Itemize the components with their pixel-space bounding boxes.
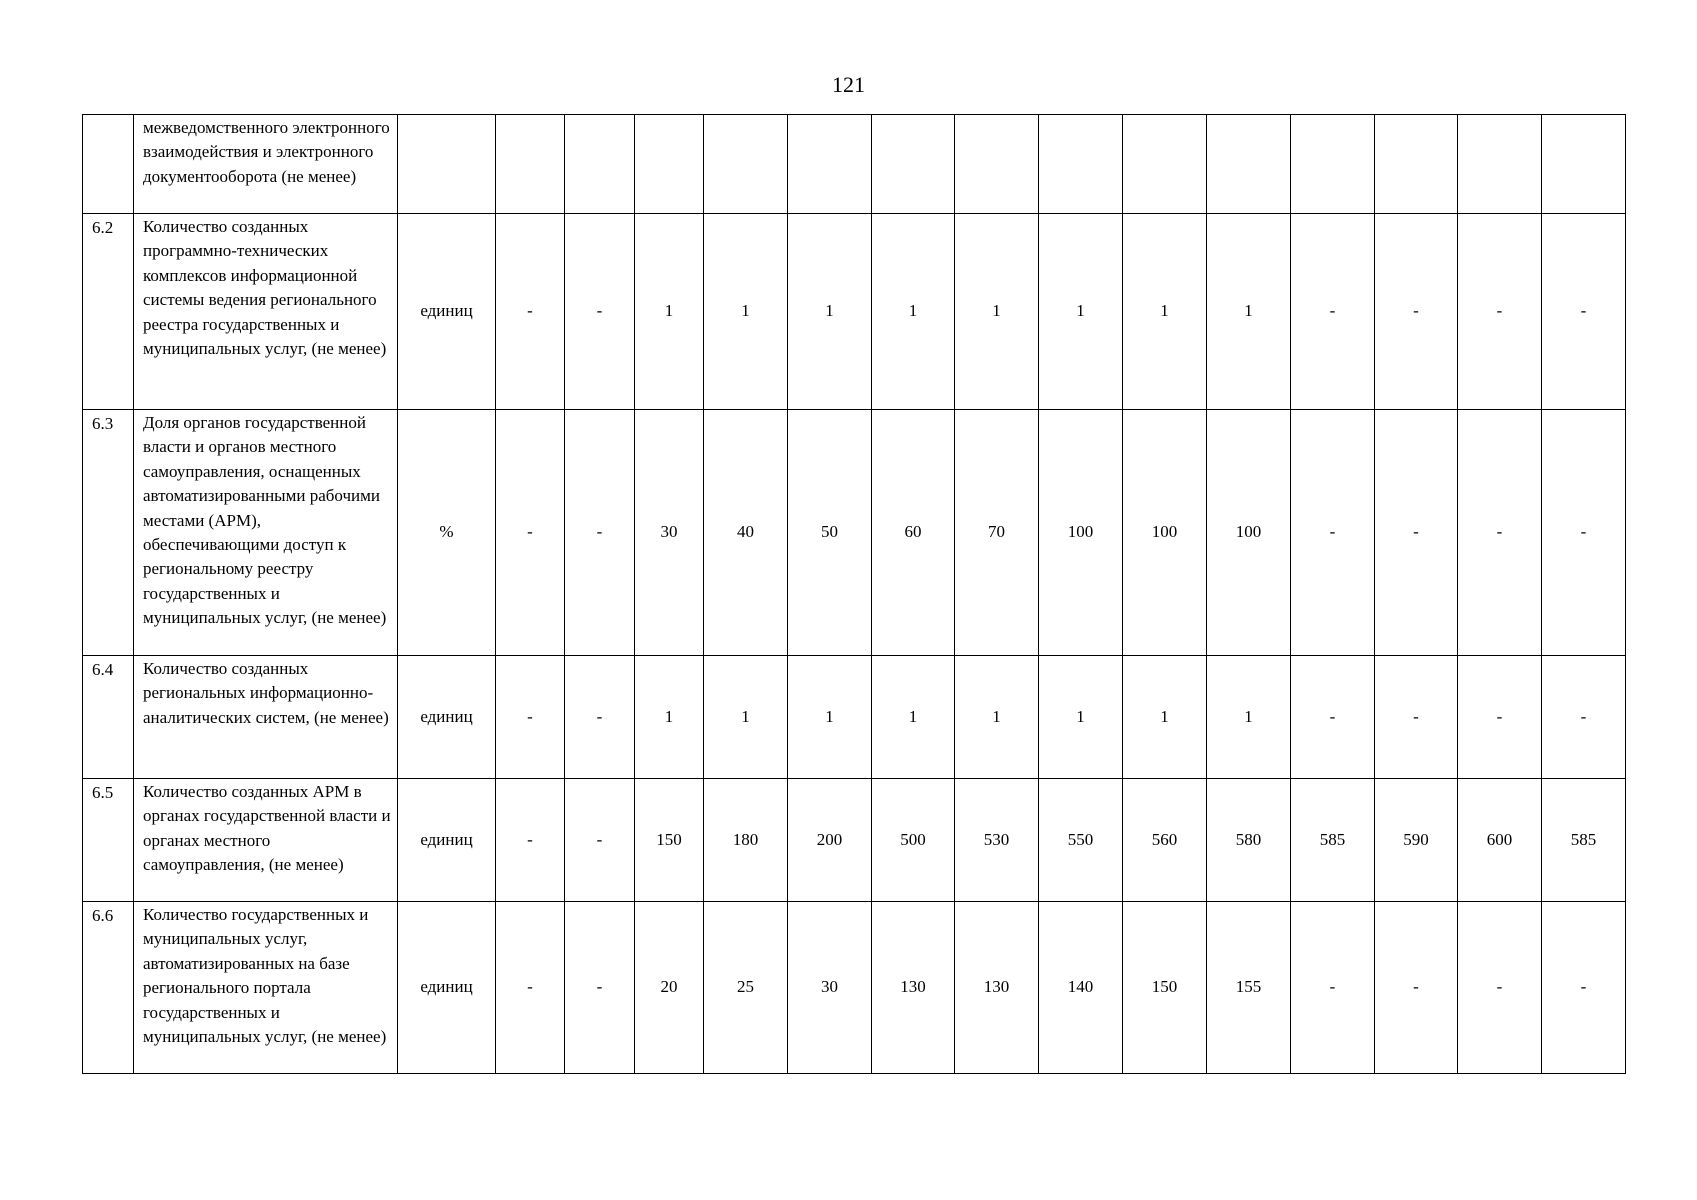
- value-cell: 150: [635, 779, 704, 902]
- value-cell: 60: [872, 410, 955, 656]
- value-cell: 600: [1458, 779, 1542, 902]
- unit-cell: единиц: [398, 214, 496, 410]
- value-cell: -: [1458, 656, 1542, 779]
- value-cell: 585: [1291, 779, 1375, 902]
- indicators-table: [82, 114, 1626, 1074]
- value-cell: 550: [1039, 779, 1123, 902]
- value-cell: 580: [1207, 779, 1291, 902]
- indicator-name-cell: Количество государственных и муниципальных услуг, автоматизированных на базе регионального портала государственных и муниципальных услуг, (не менее): [134, 902, 398, 1074]
- value-cell: 30: [788, 902, 872, 1074]
- page-number: 121: [832, 72, 865, 97]
- value-cell: -: [1375, 902, 1458, 1074]
- value-cell: 1: [872, 214, 955, 410]
- value-cell: 1: [788, 656, 872, 779]
- value-cell: -: [496, 410, 565, 656]
- indicator-name-cell: Количество созданных АРМ в органах государственной власти и органах местного самоуправления, (не менее): [134, 779, 398, 902]
- value-cell: 70: [955, 410, 1039, 656]
- value-cell: [1458, 115, 1542, 214]
- value-cell: 180: [704, 779, 788, 902]
- value-cell: 1: [704, 214, 788, 410]
- table-row: [83, 214, 1626, 410]
- value-cell: -: [1458, 410, 1542, 656]
- value-cell: -: [565, 779, 635, 902]
- value-cell: -: [1542, 656, 1626, 779]
- row-number-cell: 6.5: [83, 779, 134, 902]
- value-cell: -: [496, 214, 565, 410]
- row-number-cell: 6.3: [83, 410, 134, 656]
- value-cell: [788, 115, 872, 214]
- value-cell: -: [1291, 410, 1375, 656]
- value-cell: -: [1291, 656, 1375, 779]
- value-cell: 100: [1039, 410, 1123, 656]
- value-cell: 140: [1039, 902, 1123, 1074]
- indicator-name-cell: межведомственного электронного взаимодействия и электронного документооборота (не менее): [134, 115, 398, 214]
- value-cell: 1: [1207, 656, 1291, 779]
- value-cell: [1207, 115, 1291, 214]
- value-cell: -: [496, 902, 565, 1074]
- value-cell: -: [565, 410, 635, 656]
- value-cell: 25: [704, 902, 788, 1074]
- value-cell: [635, 115, 704, 214]
- row-number-cell: 6.6: [83, 902, 134, 1074]
- value-cell: 30: [635, 410, 704, 656]
- value-cell: 20: [635, 902, 704, 1074]
- unit-cell: %: [398, 410, 496, 656]
- value-cell: [1123, 115, 1207, 214]
- row-number-cell: 6.2: [83, 214, 134, 410]
- row-number-cell: [83, 115, 134, 214]
- value-cell: -: [1542, 902, 1626, 1074]
- value-cell: 1: [704, 656, 788, 779]
- value-cell: -: [1458, 214, 1542, 410]
- value-cell: -: [565, 902, 635, 1074]
- value-cell: 50: [788, 410, 872, 656]
- value-cell: 40: [704, 410, 788, 656]
- indicators-table-body: [83, 115, 1626, 1074]
- value-cell: [565, 115, 635, 214]
- value-cell: 590: [1375, 779, 1458, 902]
- indicator-name-cell: Количество созданных программно-технических комплексов информационной системы ведения регионального реестра государственных и муниципальных услуг, (не менее): [134, 214, 398, 410]
- value-cell: [496, 115, 565, 214]
- value-cell: -: [565, 214, 635, 410]
- value-cell: -: [565, 656, 635, 779]
- value-cell: [872, 115, 955, 214]
- value-cell: 1: [872, 656, 955, 779]
- value-cell: 200: [788, 779, 872, 902]
- table-row: [83, 779, 1626, 902]
- value-cell: 1: [788, 214, 872, 410]
- row-number-cell: 6.4: [83, 656, 134, 779]
- value-cell: -: [1291, 902, 1375, 1074]
- value-cell: 1: [1207, 214, 1291, 410]
- unit-cell: [398, 115, 496, 214]
- value-cell: -: [1375, 410, 1458, 656]
- value-cell: [1375, 115, 1458, 214]
- value-cell: 560: [1123, 779, 1207, 902]
- value-cell: 130: [955, 902, 1039, 1074]
- value-cell: 1: [955, 214, 1039, 410]
- value-cell: 1: [1123, 214, 1207, 410]
- value-cell: 585: [1542, 779, 1626, 902]
- value-cell: -: [496, 779, 565, 902]
- value-cell: 1: [1123, 656, 1207, 779]
- value-cell: 1: [635, 656, 704, 779]
- value-cell: 130: [872, 902, 955, 1074]
- value-cell: 1: [635, 214, 704, 410]
- value-cell: [1291, 115, 1375, 214]
- value-cell: 1: [1039, 214, 1123, 410]
- indicator-name-cell: Доля органов государственной власти и органов местного самоуправления, оснащенных автоматизированными рабочими местами (АРМ), обеспечивающими доступ к региональному реестру государственных и муниципальных услуг, (не менее): [134, 410, 398, 656]
- unit-cell: единиц: [398, 779, 496, 902]
- value-cell: -: [1458, 902, 1542, 1074]
- value-cell: 530: [955, 779, 1039, 902]
- value-cell: [955, 115, 1039, 214]
- value-cell: -: [496, 656, 565, 779]
- value-cell: 100: [1207, 410, 1291, 656]
- value-cell: 100: [1123, 410, 1207, 656]
- value-cell: -: [1542, 410, 1626, 656]
- value-cell: -: [1542, 214, 1626, 410]
- value-cell: 1: [1039, 656, 1123, 779]
- value-cell: 500: [872, 779, 955, 902]
- value-cell: -: [1375, 214, 1458, 410]
- value-cell: 150: [1123, 902, 1207, 1074]
- value-cell: 155: [1207, 902, 1291, 1074]
- table-row: [83, 115, 1626, 214]
- value-cell: -: [1375, 656, 1458, 779]
- table-row: [83, 902, 1626, 1074]
- indicator-name-cell: Количество созданных региональных информационно-аналитических систем, (не менее): [134, 656, 398, 779]
- value-cell: [1039, 115, 1123, 214]
- table-row: [83, 656, 1626, 779]
- value-cell: [704, 115, 788, 214]
- value-cell: 1: [955, 656, 1039, 779]
- unit-cell: единиц: [398, 902, 496, 1074]
- value-cell: -: [1291, 214, 1375, 410]
- unit-cell: единиц: [398, 656, 496, 779]
- value-cell: [1542, 115, 1626, 214]
- table-row: [83, 410, 1626, 656]
